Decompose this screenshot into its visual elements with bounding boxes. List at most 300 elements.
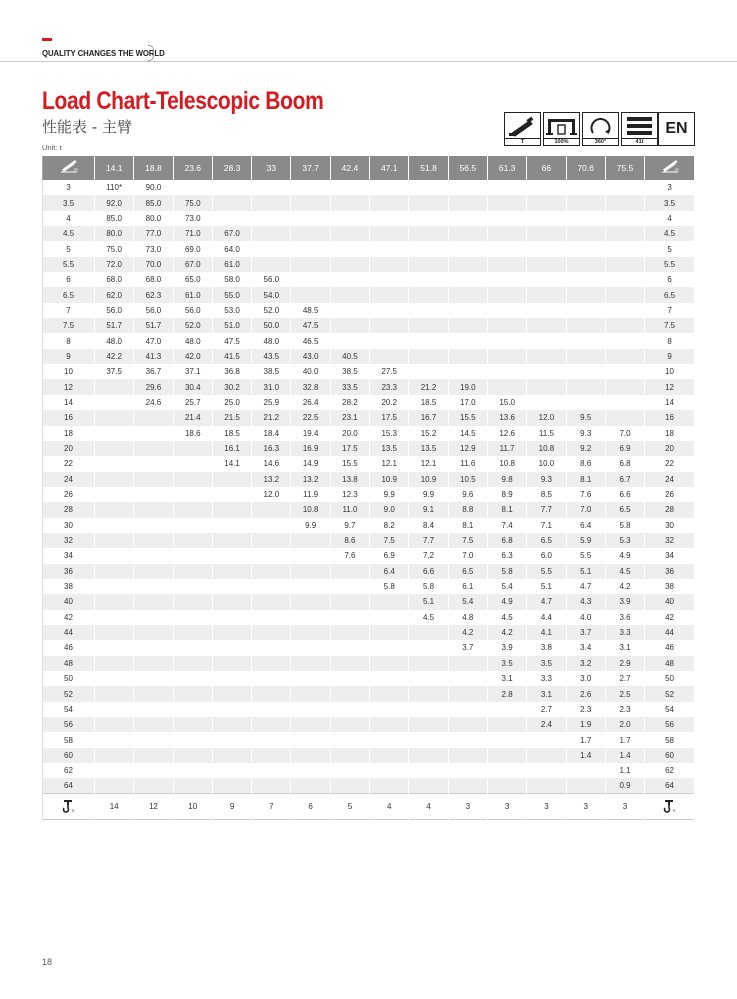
load-value-cell <box>370 303 409 318</box>
load-value-cell: 71.0 <box>173 226 212 241</box>
load-value-cell: 26.4 <box>291 395 330 410</box>
load-value-cell <box>291 732 330 747</box>
load-value-cell <box>605 241 644 256</box>
load-value-cell <box>95 410 134 425</box>
load-value-cell: 8.6 <box>330 533 369 548</box>
load-value-cell: 7.0 <box>566 502 605 517</box>
load-value-cell <box>212 211 251 226</box>
load-value-cell <box>487 211 526 226</box>
reeving-cell: 5 <box>330 794 369 820</box>
radius-cell-right: 8 <box>645 333 695 348</box>
boom-length-header: 28.3 <box>212 156 251 180</box>
load-value-cell: 16.3 <box>252 441 291 456</box>
load-value-cell <box>173 625 212 640</box>
load-value-cell <box>409 702 448 717</box>
load-value-cell <box>212 180 251 195</box>
load-value-cell: 42.2 <box>95 349 134 364</box>
load-value-cell <box>487 364 526 379</box>
load-value-cell: 58.0 <box>212 272 251 287</box>
load-value-cell: 6.0 <box>527 548 566 563</box>
load-value-cell <box>173 472 212 487</box>
load-value-cell: 4.7 <box>566 579 605 594</box>
load-value-cell: 6.9 <box>605 441 644 456</box>
load-value-cell: 69.0 <box>173 241 212 256</box>
load-value-cell <box>134 518 173 533</box>
load-value-cell: 7.1 <box>527 518 566 533</box>
load-value-cell: 20.2 <box>370 395 409 410</box>
load-value-cell: 31.0 <box>252 379 291 394</box>
radius-cell-right: 5.5 <box>645 257 695 272</box>
radius-cell: 54 <box>43 702 95 717</box>
load-value-cell: 2.0 <box>605 717 644 732</box>
load-value-cell: 9.0 <box>370 502 409 517</box>
load-value-cell <box>95 778 134 793</box>
load-value-cell: 15.5 <box>330 456 369 471</box>
reeving-row <box>43 794 695 820</box>
load-value-cell <box>212 518 251 533</box>
radius-header-cell-right <box>645 156 695 180</box>
table-row <box>43 257 695 272</box>
load-value-cell <box>605 287 644 302</box>
radius-cell-right: 32 <box>645 533 695 548</box>
load-value-cell: 7.6 <box>330 548 369 563</box>
load-value-cell <box>330 211 369 226</box>
load-value-cell <box>252 594 291 609</box>
load-value-cell: 51.7 <box>95 318 134 333</box>
load-value-cell <box>134 579 173 594</box>
load-value-cell: 51.7 <box>134 318 173 333</box>
radius-cell-right: 48 <box>645 656 695 671</box>
load-value-cell <box>527 180 566 195</box>
load-value-cell: 8.8 <box>448 502 487 517</box>
load-value-cell <box>448 686 487 701</box>
load-value-cell: 9.3 <box>566 426 605 441</box>
radius-cell: 16 <box>43 410 95 425</box>
load-value-cell <box>134 732 173 747</box>
load-value-cell <box>527 287 566 302</box>
svg-text:n: n <box>672 807 676 813</box>
load-value-cell <box>330 195 369 210</box>
load-value-cell <box>409 748 448 763</box>
load-value-cell: 5.8 <box>370 579 409 594</box>
load-value-cell: 4.0 <box>566 610 605 625</box>
table-row <box>43 640 695 655</box>
load-value-cell: 3.9 <box>605 594 644 609</box>
load-value-cell <box>134 410 173 425</box>
counterweight-icon <box>622 114 657 140</box>
load-value-cell <box>330 226 369 241</box>
table-row <box>43 441 695 456</box>
rotation-config-box <box>582 112 619 146</box>
radius-cell: 36 <box>43 564 95 579</box>
load-value-cell <box>409 364 448 379</box>
load-value-cell <box>448 226 487 241</box>
load-value-cell <box>330 640 369 655</box>
load-value-cell: 12.9 <box>448 441 487 456</box>
load-value-cell <box>370 257 409 272</box>
load-value-cell: 5.8 <box>605 518 644 533</box>
load-value-cell: 15.5 <box>448 410 487 425</box>
radius-cell: 46 <box>43 640 95 655</box>
load-value-cell: 6.3 <box>487 548 526 563</box>
load-value-cell: 10.8 <box>291 502 330 517</box>
load-value-cell <box>448 778 487 793</box>
load-value-cell: 70.0 <box>134 257 173 272</box>
load-value-cell: 29.6 <box>134 379 173 394</box>
load-value-cell <box>134 502 173 517</box>
boom-length-header: 18.8 <box>134 156 173 180</box>
load-value-cell: 6.9 <box>370 548 409 563</box>
load-value-cell: 7.5 <box>370 533 409 548</box>
boom-config-box <box>504 112 541 146</box>
load-value-cell: 10.8 <box>487 456 526 471</box>
load-value-cell <box>252 625 291 640</box>
load-value-cell <box>330 257 369 272</box>
load-value-cell <box>95 671 134 686</box>
load-value-cell: 4.2 <box>487 625 526 640</box>
load-value-cell <box>252 732 291 747</box>
load-value-cell <box>252 702 291 717</box>
reeving-cell: 10 <box>173 794 212 820</box>
load-value-cell: 12.0 <box>527 410 566 425</box>
table-row <box>43 732 695 747</box>
table-row <box>43 594 695 609</box>
load-value-cell <box>95 395 134 410</box>
load-value-cell: 92.0 <box>95 195 134 210</box>
load-value-cell <box>487 379 526 394</box>
load-value-cell <box>370 763 409 778</box>
load-value-cell: 6.7 <box>605 472 644 487</box>
load-value-cell: 36.8 <box>212 364 251 379</box>
table-row <box>43 579 695 594</box>
load-value-cell: 54.0 <box>252 287 291 302</box>
load-value-cell: 12.0 <box>252 487 291 502</box>
load-value-cell <box>330 333 369 348</box>
load-value-cell: 56.0 <box>134 303 173 318</box>
load-value-cell <box>605 364 644 379</box>
load-value-cell: 13.2 <box>252 472 291 487</box>
load-value-cell: 52.0 <box>252 303 291 318</box>
load-value-cell: 75.0 <box>95 241 134 256</box>
brand-accent-dash <box>42 38 52 41</box>
load-value-cell <box>487 180 526 195</box>
load-value-cell: 5.1 <box>409 594 448 609</box>
load-value-cell <box>330 594 369 609</box>
radius-cell: 32 <box>43 533 95 548</box>
load-value-cell: 7.4 <box>487 518 526 533</box>
load-value-cell: 1.4 <box>605 748 644 763</box>
load-value-cell: 27.5 <box>370 364 409 379</box>
load-value-cell <box>370 318 409 333</box>
load-value-cell: 13.6 <box>487 410 526 425</box>
counterweight-config-caption: 41t <box>622 138 657 145</box>
load-value-cell <box>409 656 448 671</box>
reeving-cell: 3 <box>448 794 487 820</box>
load-value-cell <box>95 732 134 747</box>
radius-cell-right: 10 <box>645 364 695 379</box>
boom-radius-icon <box>660 160 680 174</box>
load-value-cell <box>370 180 409 195</box>
table-row <box>43 241 695 256</box>
radius-cell: 3 <box>43 180 95 195</box>
load-value-cell <box>212 717 251 732</box>
load-value-cell: 56.0 <box>252 272 291 287</box>
load-value-cell <box>448 748 487 763</box>
radius-cell-right: 44 <box>645 625 695 640</box>
load-value-cell: 13.2 <box>291 472 330 487</box>
radius-cell-right: 18 <box>645 426 695 441</box>
load-value-cell <box>330 748 369 763</box>
load-value-cell <box>95 441 134 456</box>
radius-cell: 44 <box>43 625 95 640</box>
load-value-cell: 2.9 <box>605 656 644 671</box>
load-value-cell: 37.1 <box>173 364 212 379</box>
hook-block-icon <box>662 799 678 813</box>
load-value-cell <box>134 748 173 763</box>
radius-cell: 20 <box>43 441 95 456</box>
table-row <box>43 748 695 763</box>
load-value-cell <box>330 564 369 579</box>
rotation-icon <box>583 114 618 140</box>
load-value-cell <box>566 241 605 256</box>
radius-cell: 62 <box>43 763 95 778</box>
radius-cell-right: 62 <box>645 763 695 778</box>
load-value-cell: 46.5 <box>291 333 330 348</box>
load-value-cell <box>95 564 134 579</box>
load-value-cell: 32.8 <box>291 379 330 394</box>
radius-cell: 48 <box>43 656 95 671</box>
table-row <box>43 686 695 701</box>
table-row <box>43 272 695 287</box>
load-value-cell: 3.1 <box>487 671 526 686</box>
radius-cell-right: 7.5 <box>645 318 695 333</box>
load-value-cell <box>291 686 330 701</box>
table-row <box>43 548 695 563</box>
load-value-cell <box>291 717 330 732</box>
load-value-cell: 19.0 <box>448 379 487 394</box>
load-value-cell <box>95 379 134 394</box>
load-value-cell: 4.2 <box>605 579 644 594</box>
reeving-cell: 6 <box>291 794 330 820</box>
radius-cell-right: 38 <box>645 579 695 594</box>
load-value-cell <box>487 763 526 778</box>
load-value-cell <box>173 594 212 609</box>
load-value-cell: 68.0 <box>95 272 134 287</box>
load-value-cell <box>252 226 291 241</box>
load-value-cell: 36.7 <box>134 364 173 379</box>
radius-cell: 30 <box>43 518 95 533</box>
table-row <box>43 303 695 318</box>
load-value-cell <box>212 671 251 686</box>
load-value-cell <box>370 717 409 732</box>
load-value-cell: 80.0 <box>95 226 134 241</box>
load-value-cell <box>370 702 409 717</box>
load-value-cell <box>566 364 605 379</box>
load-value-cell <box>448 257 487 272</box>
load-value-cell: 3.8 <box>527 640 566 655</box>
load-value-cell: 62.0 <box>95 287 134 302</box>
load-value-cell <box>448 732 487 747</box>
load-value-cell: 15.2 <box>409 426 448 441</box>
reeving-cell: 3 <box>605 794 644 820</box>
load-value-cell: 13.5 <box>409 441 448 456</box>
load-value-cell: 5.8 <box>487 564 526 579</box>
load-value-cell <box>566 778 605 793</box>
radius-header-cell <box>43 156 95 180</box>
load-value-cell: 10.5 <box>448 472 487 487</box>
load-value-cell: 3.1 <box>527 686 566 701</box>
load-value-cell: 3.6 <box>605 610 644 625</box>
radius-cell-right: 16 <box>645 410 695 425</box>
radius-cell-right: 50 <box>645 671 695 686</box>
load-value-cell <box>409 671 448 686</box>
load-value-cell <box>448 318 487 333</box>
load-value-cell <box>370 287 409 302</box>
boom-length-header: 37.7 <box>291 156 330 180</box>
load-value-cell <box>487 333 526 348</box>
load-value-cell: 55.0 <box>212 287 251 302</box>
table-row <box>43 671 695 686</box>
load-value-cell <box>487 732 526 747</box>
boom-length-header: 75.5 <box>605 156 644 180</box>
load-value-cell <box>409 180 448 195</box>
load-value-cell: 4.4 <box>527 610 566 625</box>
load-value-cell <box>566 180 605 195</box>
load-value-cell <box>409 333 448 348</box>
load-value-cell <box>330 717 369 732</box>
load-value-cell: 4.2 <box>448 625 487 640</box>
radius-cell: 42 <box>43 610 95 625</box>
radius-cell-right: 46 <box>645 640 695 655</box>
load-value-cell <box>173 702 212 717</box>
load-value-cell <box>134 686 173 701</box>
load-value-cell <box>134 426 173 441</box>
load-value-cell <box>370 226 409 241</box>
radius-cell: 34 <box>43 548 95 563</box>
load-value-cell: 6.8 <box>605 456 644 471</box>
load-value-cell: 2.3 <box>566 702 605 717</box>
load-value-cell <box>134 533 173 548</box>
load-value-cell <box>291 241 330 256</box>
load-value-cell <box>291 533 330 548</box>
load-value-cell: 61.0 <box>173 287 212 302</box>
load-value-cell <box>173 533 212 548</box>
boom-icon <box>505 114 540 140</box>
load-value-cell <box>527 195 566 210</box>
load-value-cell <box>95 456 134 471</box>
load-value-cell <box>330 272 369 287</box>
load-value-cell: 9.9 <box>291 518 330 533</box>
radius-cell: 7 <box>43 303 95 318</box>
load-value-cell: 80.0 <box>134 211 173 226</box>
load-value-cell <box>605 257 644 272</box>
load-value-cell: 90.0 <box>134 180 173 195</box>
load-value-cell: 3.1 <box>605 640 644 655</box>
load-value-cell <box>134 548 173 563</box>
load-value-cell <box>95 656 134 671</box>
load-value-cell <box>212 763 251 778</box>
load-value-cell <box>212 533 251 548</box>
radius-cell: 8 <box>43 333 95 348</box>
load-value-cell <box>173 456 212 471</box>
radius-cell-right: 54 <box>645 702 695 717</box>
load-value-cell <box>291 287 330 302</box>
load-value-cell <box>252 518 291 533</box>
load-value-cell <box>487 748 526 763</box>
load-value-cell <box>330 241 369 256</box>
load-value-cell <box>487 272 526 287</box>
load-value-cell <box>173 502 212 517</box>
load-value-cell <box>487 303 526 318</box>
load-value-cell <box>605 211 644 226</box>
load-value-cell <box>370 241 409 256</box>
load-value-cell <box>448 671 487 686</box>
load-value-cell <box>173 778 212 793</box>
load-value-cell <box>448 180 487 195</box>
load-value-cell <box>409 349 448 364</box>
load-value-cell <box>252 502 291 517</box>
load-value-cell: 77.0 <box>134 226 173 241</box>
load-value-cell <box>252 610 291 625</box>
radius-cell-right: 42 <box>645 610 695 625</box>
boom-length-header: 23.6 <box>173 156 212 180</box>
load-value-cell: 47.5 <box>212 333 251 348</box>
load-value-cell <box>370 671 409 686</box>
load-value-cell <box>95 502 134 517</box>
load-value-cell <box>409 257 448 272</box>
load-value-cell <box>95 610 134 625</box>
load-value-cell <box>212 625 251 640</box>
table-row <box>43 379 695 394</box>
load-value-cell: 33.5 <box>330 379 369 394</box>
load-value-cell <box>409 717 448 732</box>
load-value-cell <box>330 732 369 747</box>
load-value-cell: 62.3 <box>134 287 173 302</box>
load-value-cell <box>252 211 291 226</box>
load-value-cell: 9.3 <box>527 472 566 487</box>
load-value-cell <box>487 349 526 364</box>
load-value-cell <box>566 333 605 348</box>
load-value-cell <box>212 472 251 487</box>
load-value-cell <box>330 180 369 195</box>
radius-cell: 24 <box>43 472 95 487</box>
load-value-cell: 9.9 <box>370 487 409 502</box>
load-value-cell <box>409 272 448 287</box>
load-value-cell <box>95 548 134 563</box>
load-value-cell: 11.0 <box>330 502 369 517</box>
load-value-cell: 73.0 <box>134 241 173 256</box>
load-value-cell: 14.9 <box>291 456 330 471</box>
load-value-cell: 67.0 <box>212 226 251 241</box>
load-value-cell <box>448 763 487 778</box>
load-value-cell <box>212 640 251 655</box>
svg-text:n: n <box>71 807 75 813</box>
load-value-cell: 41.3 <box>134 349 173 364</box>
load-value-cell <box>448 241 487 256</box>
load-value-cell: 61.0 <box>212 257 251 272</box>
load-value-cell <box>448 717 487 732</box>
load-value-cell: 85.0 <box>95 211 134 226</box>
load-value-cell <box>173 686 212 701</box>
load-value-cell: 16.9 <box>291 441 330 456</box>
load-value-cell: 21.2 <box>252 410 291 425</box>
load-value-cell <box>409 686 448 701</box>
table-row <box>43 472 695 487</box>
load-value-cell <box>291 257 330 272</box>
load-value-cell: 6.6 <box>605 487 644 502</box>
load-value-cell: 2.5 <box>605 686 644 701</box>
rotation-config-caption: 360° <box>583 138 618 145</box>
